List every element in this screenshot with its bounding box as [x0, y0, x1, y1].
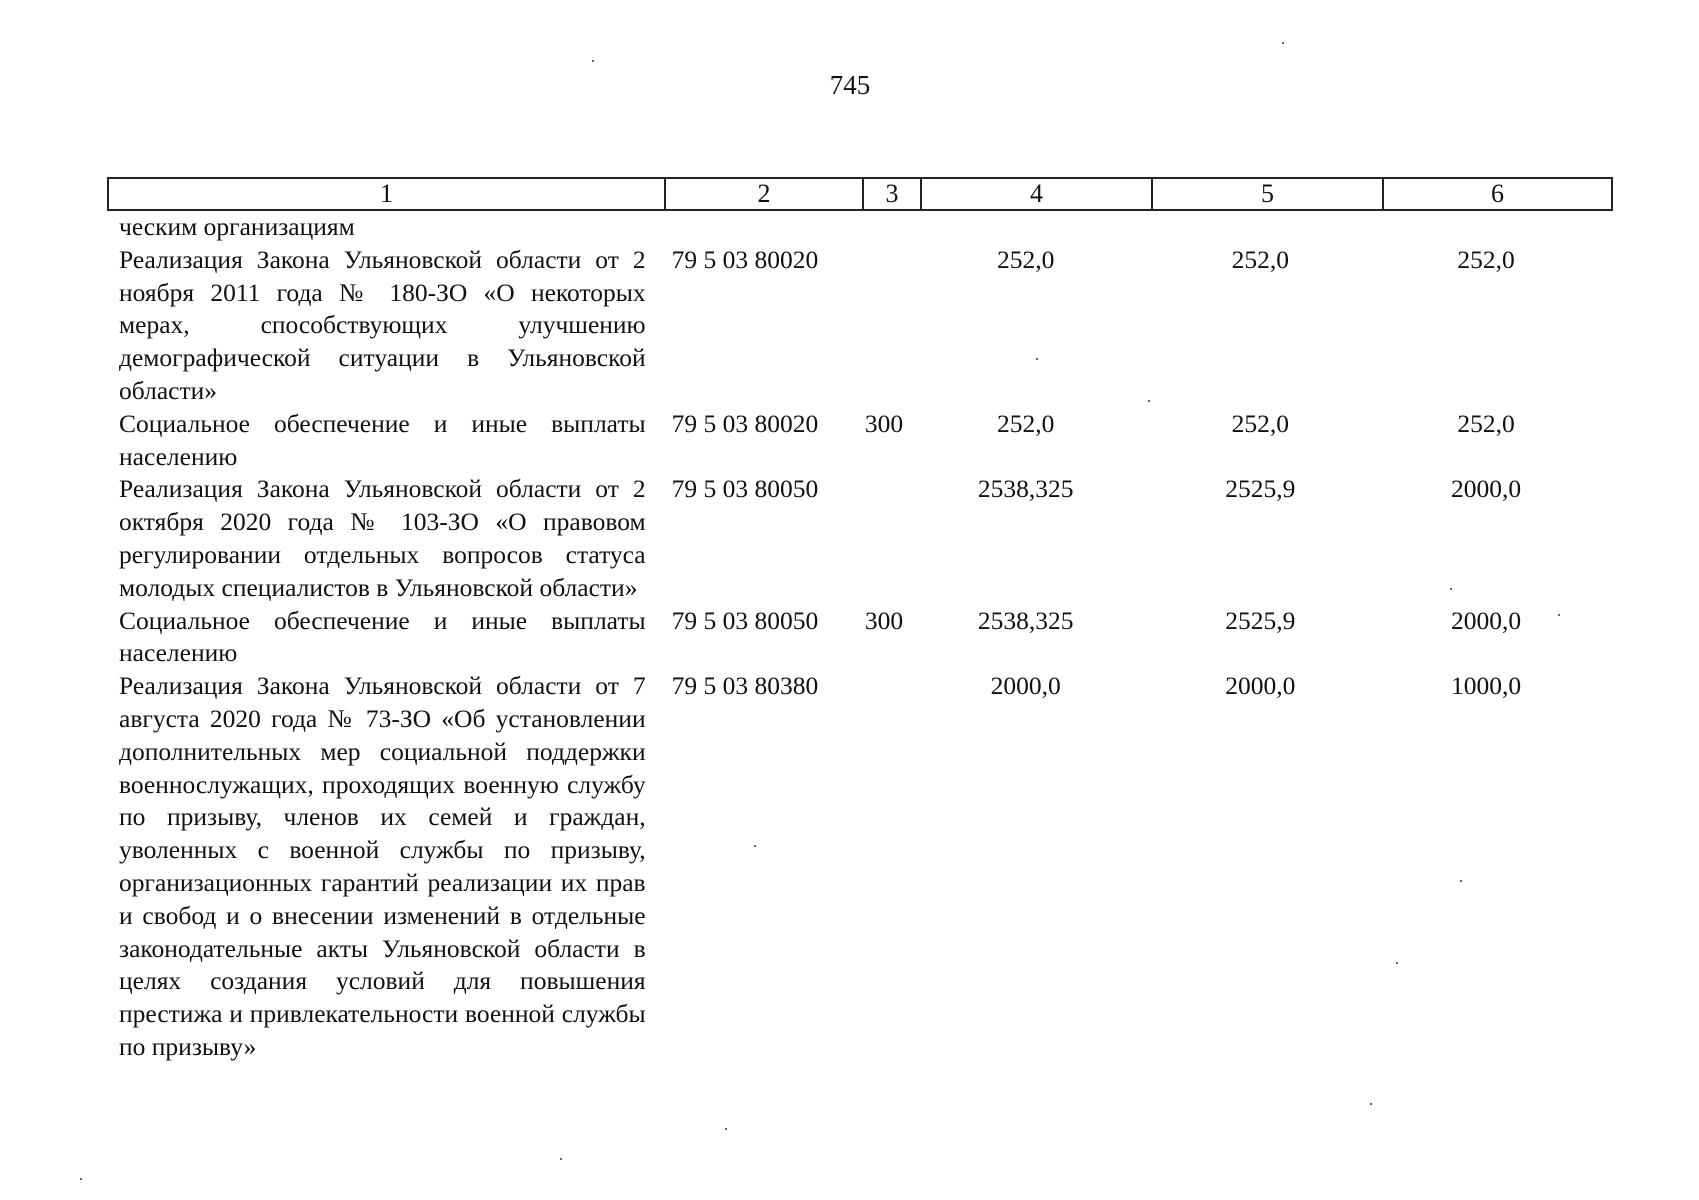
row-value-col4: 2000,0 [990, 671, 1061, 701]
page-number: 745 [829, 70, 871, 100]
row-value-col6: 2000,0 [1451, 474, 1522, 504]
row-value-col6: 2000,0 [1451, 605, 1522, 635]
row-code: 79 5 03 80050 [671, 605, 819, 635]
row-name: Реализация Закона Ульяновской области от 2 ноября 2011 года № 180-ЗО «О некоторых мерах, способствующих улучшению демографической ситуации в Ульяновской области» [119, 244, 646, 405]
header-col-4: 4 [921, 178, 1152, 210]
header-col-3: 3 [863, 178, 921, 210]
header-col-1: 1 [108, 178, 665, 210]
row-name: Реализация Закона Ульяновской области от 7 августа 2020 года № 73-ЗО «Об установлении дополнительных мер социальной поддержки военнослужащих, проходящих военную службу по призыву, членов их семей и граждан, уволенных с военной службы по призыву, организационных гарантий реализации их прав и свобод и о внесении изменений в отдельные законодательные акты Ульяновской области в целях создания условий для повышения престижа и привлекательности военной службы по призыву» [119, 671, 646, 1061]
row-value-col4: 2538,325 [977, 474, 1074, 504]
header-col-5: 5 [1152, 178, 1383, 210]
scan-speck [1148, 400, 1150, 402]
row-value-col6: 252,0 [1457, 408, 1515, 438]
header-col-6: 6 [1383, 178, 1612, 210]
row-value-col6: 252,0 [1457, 244, 1515, 274]
row-value-col5: 252,0 [1231, 244, 1289, 274]
column-number-header [107, 177, 1613, 211]
row-code: 79 5 03 80020 [671, 244, 819, 274]
scan-speck [1450, 588, 1452, 590]
row-code: 79 5 03 80020 [671, 408, 819, 438]
table-row [119, 211, 1599, 244]
scan-speck [1460, 880, 1462, 882]
row-value-col5: 2000,0 [1225, 671, 1296, 701]
table-row [119, 473, 1599, 604]
header-col-2: 2 [665, 178, 863, 210]
scan-speck [1396, 962, 1398, 964]
table-row [119, 408, 1599, 474]
row-name: Социальное обеспечение и иные выплаты населению [119, 408, 646, 471]
scan-speck [560, 1158, 562, 1160]
table-row [119, 670, 1599, 1064]
row-name: Реализация Закона Ульяновской области от 2 октября 2020 года № 103-ЗО «О правовом регулировании отдельных вопросов статуса молодых специалистов в Ульяновской области» [119, 474, 646, 602]
scan-speck [80, 1178, 82, 1180]
budget-table-body [119, 211, 1599, 1064]
row-value-col6: 1000,0 [1451, 671, 1522, 701]
row-expense-type: 300 [864, 408, 904, 438]
table-row [119, 605, 1599, 671]
row-name: Социальное обеспечение и иные выплаты населению [119, 605, 646, 668]
row-value-col4: 252,0 [996, 408, 1055, 438]
scan-speck [754, 845, 756, 847]
scan-speck [1558, 614, 1560, 616]
scan-speck [1370, 1103, 1372, 1105]
row-code: 79 5 03 80380 [671, 671, 819, 701]
table-row [119, 244, 1599, 408]
scan-speck [592, 60, 594, 62]
row-value-col5: 2525,9 [1225, 474, 1296, 504]
scan-speck [1036, 358, 1038, 360]
row-value-col4: 252,0 [996, 244, 1055, 274]
scan-speck [1282, 42, 1284, 44]
row-value-col5: 252,0 [1231, 408, 1289, 438]
row-code: 79 5 03 80050 [671, 474, 819, 504]
row-name: ческим организациям [119, 212, 355, 241]
scan-speck [725, 1128, 727, 1130]
row-value-col4: 2538,325 [977, 605, 1074, 635]
row-value-col5: 2525,9 [1225, 605, 1296, 635]
row-expense-type: 300 [864, 605, 904, 635]
